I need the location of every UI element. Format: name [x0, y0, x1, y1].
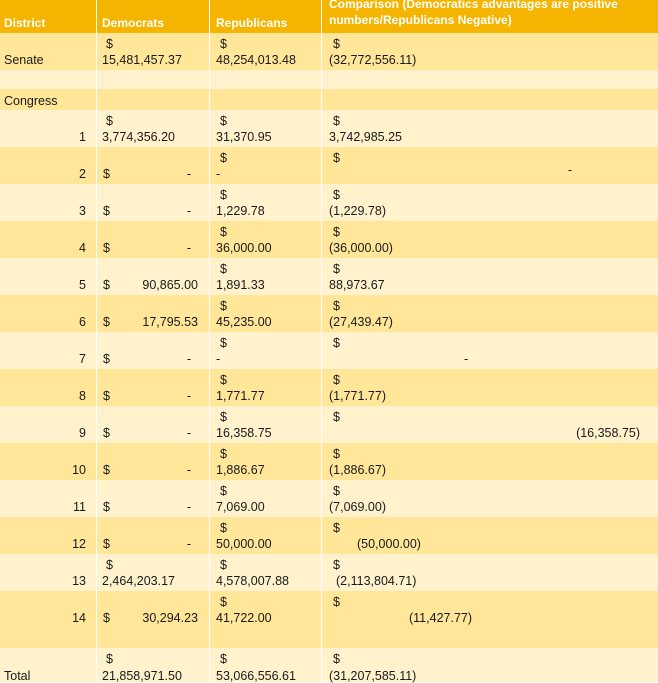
district-republicans-cell[interactable]: $ 1,229.78 — [210, 184, 322, 221]
district-democrats-cell[interactable]: $ 3,774,356.20 — [97, 110, 210, 147]
district-republicans-cell[interactable]: $ - — [210, 147, 322, 184]
district-democrats-cell[interactable]: $ - — [97, 443, 210, 480]
district-republicans-cell[interactable]: $ 1,886.67 — [210, 443, 322, 480]
blank-cell[interactable] — [210, 70, 322, 89]
senate-label-cell[interactable]: Senate — [0, 33, 97, 70]
district-comparison-cell[interactable]: $ (1,229.78) — [329, 188, 386, 218]
blank-cell[interactable] — [322, 70, 658, 89]
district-republicans-cell[interactable]: $ 1,891.33 — [210, 258, 322, 295]
district-number-cell[interactable]: 12 — [0, 517, 97, 554]
total-republicans-cell[interactable]: $ 53,066,556.61 — [210, 648, 322, 682]
district-row — [0, 406, 658, 443]
district-number-cell[interactable]: 1 — [0, 110, 97, 147]
district-row — [0, 147, 658, 184]
district-row — [0, 480, 658, 517]
blank-cell[interactable] — [97, 70, 210, 89]
district-democrats-cell[interactable]: $ - — [97, 517, 210, 554]
district-democrats-cell[interactable]: $ - — [97, 221, 210, 258]
blank-row — [0, 70, 658, 89]
district-number-cell[interactable]: 6 — [0, 295, 97, 332]
district-comparison-cell[interactable]: $ - — [333, 151, 572, 177]
district-comparison-cell[interactable]: $ (50,000.00) — [333, 521, 421, 551]
district-number-cell[interactable]: 14 — [0, 591, 97, 628]
district-row — [0, 258, 658, 295]
district-republicans-cell[interactable]: $ 1,771.77 — [210, 369, 322, 406]
blank-cell[interactable] — [322, 628, 658, 648]
district-number-cell[interactable]: 9 — [0, 406, 97, 443]
blank-cell[interactable] — [322, 89, 658, 110]
header-comparison[interactable]: Comparison (Democratics advantages are positive numbers/Republicans Negative) — [329, 0, 618, 27]
district-republicans-cell[interactable]: $ 31,370.95 — [210, 110, 322, 147]
district-republicans-cell[interactable]: $ 16,358.75 — [210, 406, 322, 443]
blank-cell[interactable] — [97, 89, 210, 110]
district-number-cell[interactable]: 3 — [0, 184, 97, 221]
district-republicans-cell[interactable]: $ 36,000.00 — [210, 221, 322, 258]
congress-label-cell[interactable]: Congress — [0, 89, 97, 110]
district-row — [0, 443, 658, 480]
district-democrats-cell[interactable]: $ 2,464,203.17 — [97, 554, 210, 591]
header-democrats[interactable]: Democrats — [97, 0, 210, 33]
blank-cell[interactable] — [0, 70, 97, 89]
district-row — [0, 369, 658, 406]
district-democrats-cell[interactable]: $ - — [97, 147, 210, 184]
district-democrats-cell[interactable]: $ 17,795.53 — [97, 295, 210, 332]
district-number-cell[interactable]: 10 — [0, 443, 97, 480]
district-republicans-cell[interactable]: $ 50,000.00 — [210, 517, 322, 554]
district-comparison-cell[interactable]: $ 3,742,985.25 — [329, 114, 402, 144]
senate-democrats-cell[interactable]: $ 15,481,457.37 — [97, 33, 210, 70]
total-comparison-cell[interactable]: $ (31,207,585.11) — [329, 652, 417, 683]
total-democrats-cell[interactable]: $ 21,858,971.50 — [97, 648, 210, 682]
senate-row — [0, 33, 658, 70]
district-republicans-cell[interactable]: $ 45,235.00 — [210, 295, 322, 332]
district-republicans-cell[interactable]: $ 7,069.00 — [210, 480, 322, 517]
district-row — [0, 554, 658, 591]
blank-row — [0, 628, 658, 648]
district-row — [0, 332, 658, 369]
district-republicans-cell[interactable]: $ - — [210, 332, 322, 369]
district-number-cell[interactable]: 5 — [0, 258, 97, 295]
district-comparison-cell[interactable]: $ (1,771.77) — [329, 373, 386, 403]
district-row — [0, 591, 658, 628]
district-democrats-cell[interactable]: $ - — [97, 406, 210, 443]
district-democrats-cell[interactable]: $ 90,865.00 — [97, 258, 210, 295]
district-comparison-cell[interactable]: $ (11,427.77) — [333, 595, 473, 625]
district-comparison-cell[interactable]: $ - — [333, 336, 469, 366]
district-comparison-cell[interactable]: $ (7,069.00) — [329, 484, 386, 514]
header-row — [0, 0, 658, 33]
district-republicans-cell[interactable]: $ 41,722.00 — [210, 591, 322, 628]
district-comparison-cell[interactable]: $ (2,113,804.71) — [333, 558, 417, 588]
district-number-cell[interactable]: 4 — [0, 221, 97, 258]
district-number-cell[interactable]: 8 — [0, 369, 97, 406]
blank-cell[interactable] — [210, 628, 322, 648]
total-label-cell[interactable]: Total — [0, 648, 97, 682]
district-democrats-cell[interactable]: $ 30,294.23 — [97, 591, 210, 628]
district-democrats-cell[interactable]: $ - — [97, 332, 210, 369]
district-row — [0, 110, 658, 147]
district-comparison-cell[interactable]: $ (16,358.75) — [333, 410, 640, 440]
district-democrats-cell[interactable]: $ - — [97, 369, 210, 406]
district-republicans-cell[interactable]: $ 4,578,007.88 — [210, 554, 322, 591]
district-row — [0, 221, 658, 258]
district-comparison-cell[interactable]: $ 88,973.67 — [329, 262, 385, 292]
district-number-cell[interactable]: 11 — [0, 480, 97, 517]
header-republicans[interactable]: Republicans — [210, 0, 322, 33]
district-row — [0, 184, 658, 221]
district-number-cell[interactable]: 2 — [0, 147, 97, 184]
district-democrats-cell[interactable]: $ - — [97, 184, 210, 221]
district-row — [0, 517, 658, 554]
total-row — [0, 648, 658, 682]
congress-row — [0, 89, 658, 110]
district-row — [0, 295, 658, 332]
district-democrats-cell[interactable]: $ - — [97, 480, 210, 517]
senate-republicans-cell[interactable]: $ 48,254,013.48 — [210, 33, 322, 70]
district-number-cell[interactable]: 7 — [0, 332, 97, 369]
blank-cell[interactable] — [0, 628, 97, 648]
district-comparison-cell[interactable]: $ (1,886.67) — [329, 447, 386, 477]
blank-cell[interactable] — [210, 89, 322, 110]
district-comparison-cell[interactable]: $ (36,000.00) — [329, 225, 393, 255]
district-number-cell[interactable]: 13 — [0, 554, 97, 591]
senate-comparison-cell[interactable]: $ (32,772,556.11) — [329, 37, 417, 67]
district-comparison-cell[interactable]: $ (27,439.47) — [329, 299, 393, 329]
header-district[interactable]: District — [0, 0, 97, 33]
blank-cell[interactable] — [97, 628, 210, 648]
